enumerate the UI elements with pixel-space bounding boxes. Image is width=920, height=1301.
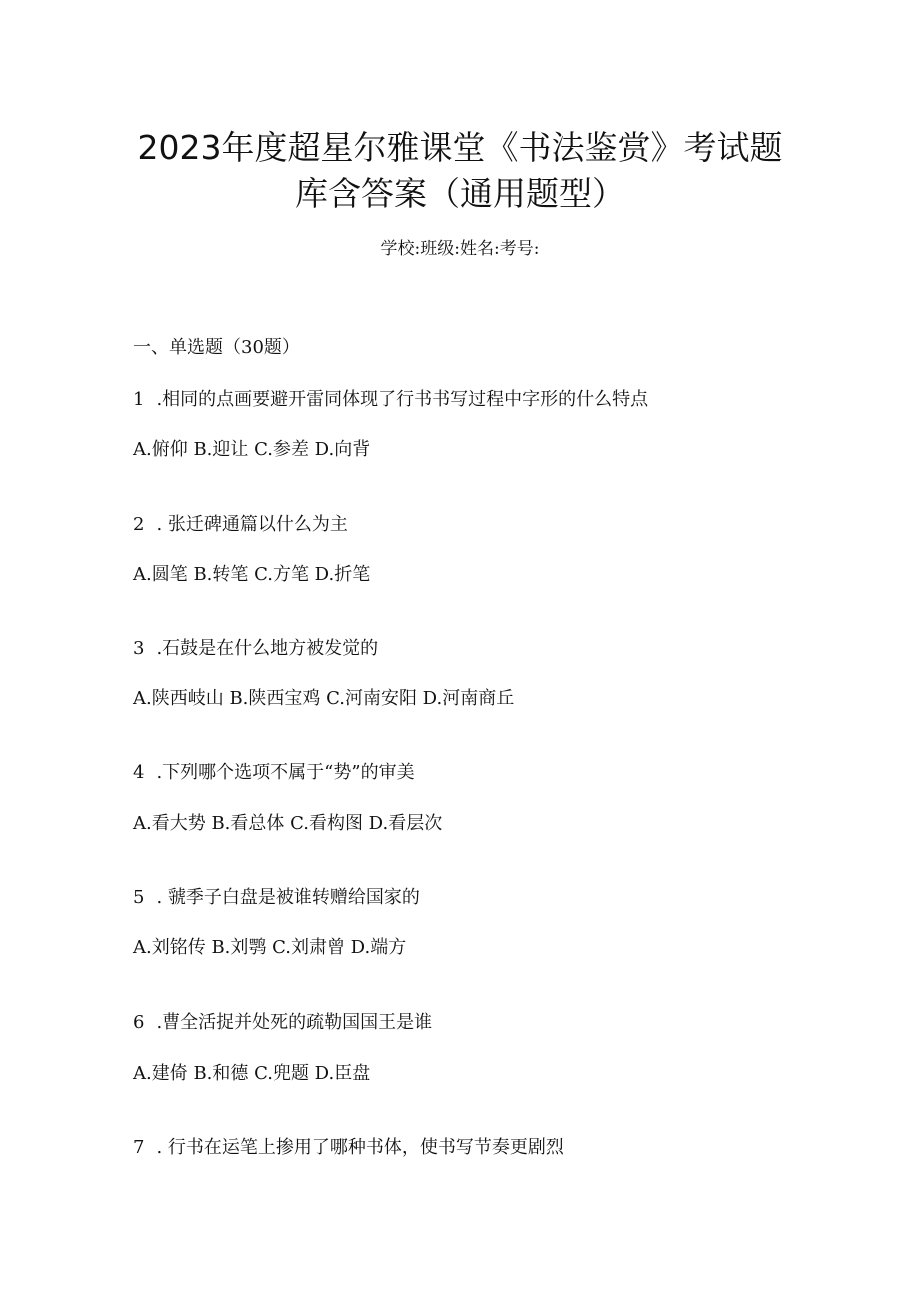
question-1 [133, 387, 648, 413]
student-info-line [0, 237, 920, 261]
question-4-options: A.看大势 B.看总体 C.看构图 D.看层次 [133, 813, 443, 834]
question-text: .曹全活捉并处死的疏勒国国王是谁 [156, 1012, 433, 1033]
name-label: 姓名: [460, 239, 500, 259]
question-number: 4 [133, 762, 145, 783]
question-6-options: A.建倚 B.和德 C.兜题 D.臣盘 [133, 1063, 371, 1084]
question-1-options: A.俯仰 B.迎让 C.参差 D.向背 [133, 439, 371, 460]
question-3-options: A.陕西岐山 B.陕西宝鸡 C.河南安阳 D.河南商丘 [133, 688, 515, 709]
question-number: 2 [133, 514, 145, 535]
question-2 [133, 512, 348, 538]
document-title-line-1: 2023年度超星尔雅课堂《书法鉴赏》考试题 [137, 128, 783, 167]
question-number: 7 [133, 1137, 145, 1158]
question-5 [133, 885, 420, 911]
question-2-options: A.圆笔 B.转笔 C.方笔 D.折笔 [133, 564, 371, 585]
document-title-line-2: 库含答案（通用题型） [295, 174, 625, 213]
question-text: .下列哪个选项不属于“势”的审美 [156, 762, 415, 783]
question-7 [133, 1135, 564, 1161]
question-6 [133, 1010, 432, 1036]
school-label: 学校: [380, 239, 421, 259]
exam-number-label: 考号: [499, 239, 540, 259]
question-5-options: A.刘铭传 B.刘鹗 C.刘肃曾 D.端方 [133, 937, 407, 958]
question-number: 5 [133, 887, 145, 908]
question-number: 3 [133, 638, 145, 659]
question-4 [133, 760, 415, 786]
section-heading: 一、单选题（30题） [133, 337, 300, 358]
question-text: . 张迁碑通篇以什么为主 [156, 514, 348, 535]
question-text: . 虢季子白盘是被谁转赠给国家的 [156, 887, 420, 908]
question-3 [133, 636, 378, 662]
question-text: .石鼓是在什么地方被发觉的 [156, 638, 379, 659]
class-label: 班级: [420, 239, 460, 259]
question-text: .相同的点画要避开雷同体现了行书书写过程中字形的什么特点 [156, 389, 649, 410]
question-number: 6 [133, 1012, 145, 1033]
question-text: . 行书在运笔上掺用了哪种书体，使书写节奏更剧烈 [156, 1137, 564, 1158]
question-number: 1 [133, 389, 145, 410]
